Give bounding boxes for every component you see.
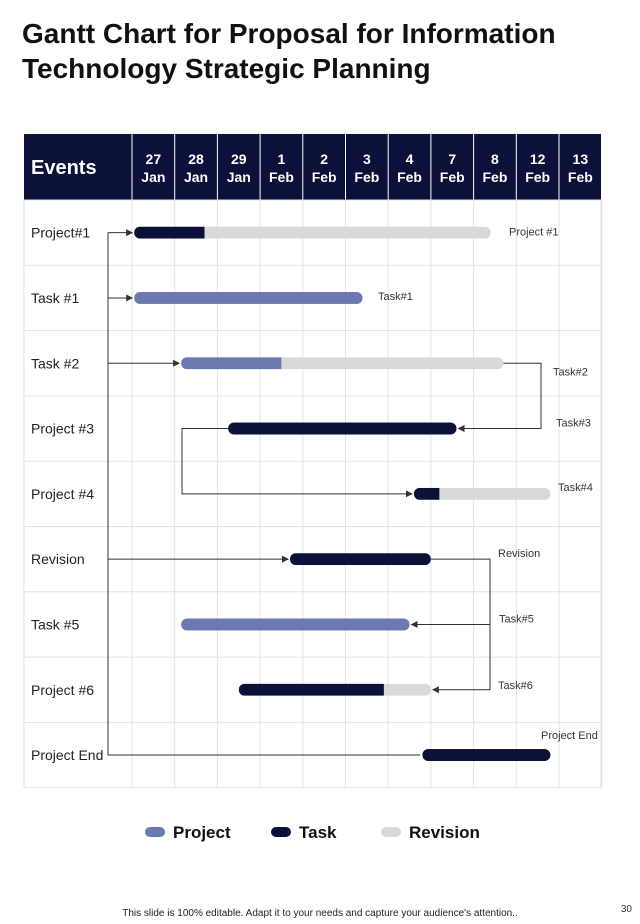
header-events-label: Events bbox=[31, 157, 97, 179]
row-tag-label: Task#1 bbox=[378, 290, 413, 303]
bar-revision bbox=[439, 488, 550, 500]
header-month-label: Feb bbox=[567, 169, 593, 185]
legend-label-revision: Revision bbox=[409, 823, 480, 842]
header-month-label: Jan bbox=[141, 169, 166, 185]
bar-group bbox=[239, 684, 431, 696]
header-day-label: 4 bbox=[405, 151, 414, 167]
row-tag-label: Revision bbox=[498, 548, 541, 561]
bar-task bbox=[414, 488, 440, 500]
bar-revision bbox=[384, 684, 431, 696]
header-month-label: Feb bbox=[397, 169, 422, 185]
bar-task bbox=[134, 227, 204, 239]
row-tag-label: Task#4 bbox=[558, 481, 593, 494]
header-month-label: Feb bbox=[269, 169, 294, 185]
header-day-label: 13 bbox=[572, 151, 589, 167]
header-month-label: Jan bbox=[183, 169, 209, 185]
row-label: Task #2 bbox=[31, 355, 80, 372]
bar-group bbox=[181, 618, 409, 630]
legend-swatch-revision bbox=[381, 827, 401, 837]
page-number: 30 bbox=[620, 904, 632, 915]
header-day-label: 29 bbox=[230, 151, 247, 167]
row-label: Task #1 bbox=[31, 289, 80, 306]
header-day-label: 7 bbox=[448, 151, 457, 167]
title-line-1: Gantt Chart for Proposal for Information bbox=[22, 18, 556, 49]
header-month-label: Feb bbox=[439, 169, 465, 185]
gantt-header bbox=[24, 134, 601, 200]
row-tag-label: Task#3 bbox=[556, 417, 591, 430]
bar-task bbox=[239, 684, 384, 696]
bar-revision bbox=[281, 357, 503, 369]
header-day-label: 12 bbox=[529, 151, 546, 167]
header-day-label: 1 bbox=[277, 151, 286, 167]
header-month-label: Feb bbox=[482, 169, 508, 185]
title-line-2: Technology Strategic Planning bbox=[22, 53, 431, 84]
legend-label-project: Project bbox=[173, 823, 231, 842]
header-month-label: Feb bbox=[354, 169, 380, 185]
header-day-label: 2 bbox=[320, 151, 329, 167]
header-month-label: Feb bbox=[525, 169, 551, 185]
bar-group bbox=[181, 357, 503, 369]
bar-group bbox=[414, 488, 551, 500]
bar-group bbox=[134, 227, 491, 239]
bar-task bbox=[422, 749, 550, 761]
bar-group bbox=[290, 553, 431, 565]
bar-group bbox=[134, 292, 362, 304]
row-tag-label: Task#2 bbox=[553, 366, 588, 379]
row-label: Project #3 bbox=[31, 420, 95, 437]
row-label: Project#1 bbox=[31, 224, 91, 241]
header-month-label: Feb bbox=[311, 169, 337, 185]
row-label: Project #4 bbox=[31, 485, 95, 502]
bar-task bbox=[228, 423, 456, 435]
row-tag-label: Task#5 bbox=[499, 613, 534, 626]
bar-revision bbox=[205, 227, 491, 239]
header-month-label: Jan bbox=[226, 169, 251, 185]
bar-task bbox=[290, 553, 431, 565]
header-day-label: 8 bbox=[491, 151, 499, 167]
row-tag-label: Task#6 bbox=[498, 679, 533, 692]
bar-group bbox=[228, 423, 456, 435]
header-day-label: 28 bbox=[188, 151, 204, 167]
header-day-label: 27 bbox=[145, 151, 162, 167]
bar-project bbox=[181, 357, 281, 369]
row-label: Revision bbox=[31, 551, 85, 568]
footer-note: This slide is 100% editable. Adapt it to your needs and capture your audience's attention.. bbox=[122, 908, 518, 919]
row-label: Project End bbox=[31, 747, 104, 764]
bar-group bbox=[422, 749, 550, 761]
row-label: Project #6 bbox=[31, 681, 95, 698]
row-tag-label: Project End bbox=[541, 730, 598, 743]
legend-swatch-project bbox=[145, 827, 165, 837]
row-tag-label: Project #1 bbox=[509, 226, 559, 239]
bar-project bbox=[181, 618, 409, 630]
header-day-label: 3 bbox=[362, 151, 371, 167]
legend-label-task: Task bbox=[299, 823, 337, 842]
legend-swatch-task bbox=[271, 827, 291, 837]
row-label: Task #5 bbox=[31, 616, 80, 633]
bar-project bbox=[134, 292, 362, 304]
